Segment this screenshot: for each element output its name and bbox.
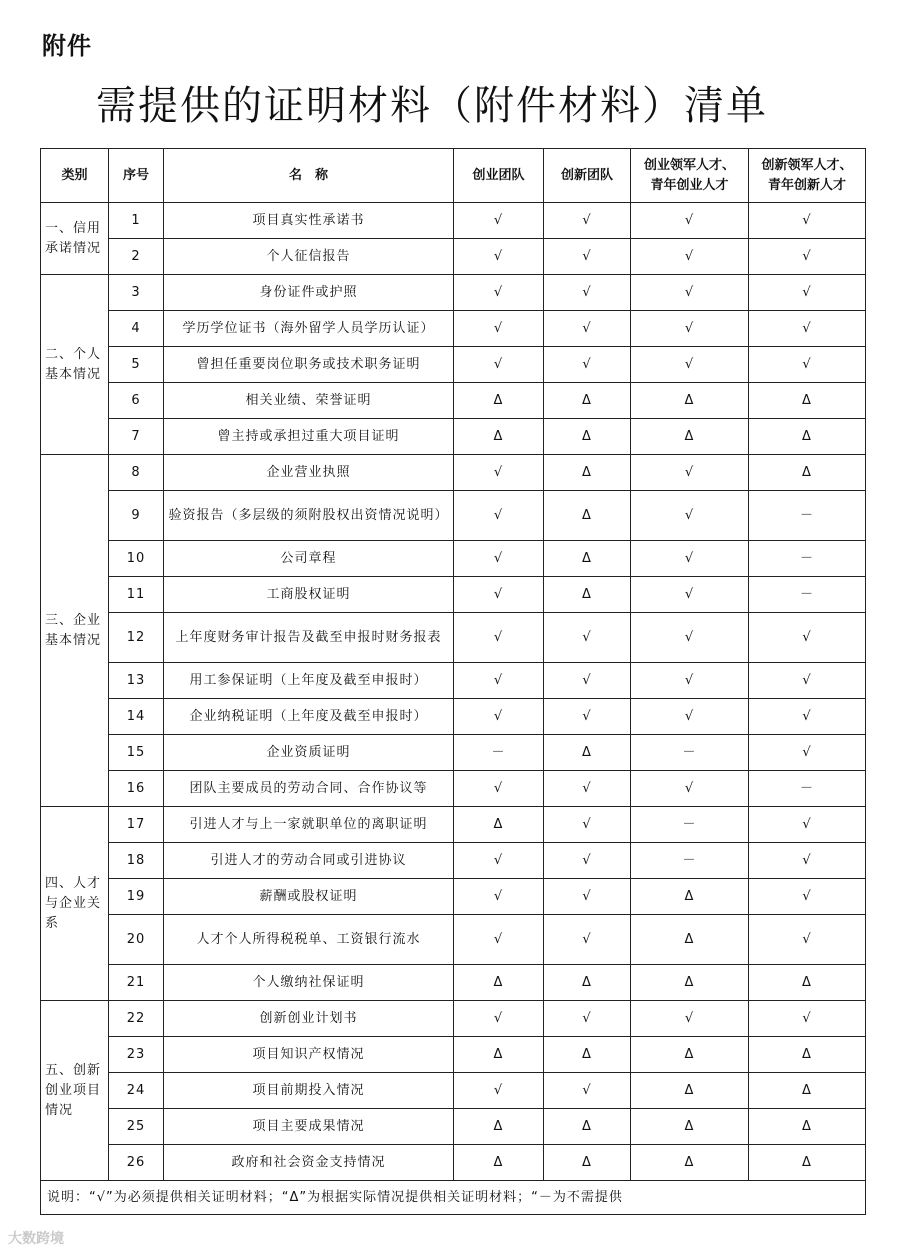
material-name-cell: 验资报告（多层级的须附股权出资情况说明） — [164, 491, 454, 541]
material-name-cell: 曾担任重要岗位职务或技术职务证明 — [164, 347, 454, 383]
material-name-cell: 工商股权证明 — [164, 577, 454, 613]
material-name-cell: 创新创业计划书 — [164, 1001, 454, 1037]
seq-cell: 18 — [109, 843, 164, 879]
material-name-cell: 引进人才与上一家就职单位的离职证明 — [164, 807, 454, 843]
table-row — [41, 383, 866, 419]
requirement-mark: Δ — [454, 1145, 544, 1181]
material-name-cell: 曾主持或承担过重大项目证明 — [164, 419, 454, 455]
requirement-mark: Δ — [749, 383, 866, 419]
requirement-mark: √ — [454, 613, 544, 663]
material-name-cell: 用工参保证明（上年度及截至申报时） — [164, 663, 454, 699]
material-name-cell: 企业纳税证明（上年度及截至申报时） — [164, 699, 454, 735]
table-row — [41, 663, 866, 699]
table-row — [41, 239, 866, 275]
requirement-mark: √ — [749, 1001, 866, 1037]
requirement-mark: Δ — [544, 541, 631, 577]
requirement-mark: Δ — [749, 419, 866, 455]
table-row — [41, 1073, 866, 1109]
seq-cell: 16 — [109, 771, 164, 807]
material-name-cell: 上年度财务审计报告及截至申报时财务报表 — [164, 613, 454, 663]
table-row — [41, 1037, 866, 1073]
requirement-mark: √ — [454, 699, 544, 735]
material-name-cell: 身份证件或护照 — [164, 275, 454, 311]
col-innovation-team: 创新团队 — [544, 149, 631, 203]
table-row — [41, 807, 866, 843]
watermark: 大数跨境 — [8, 1231, 64, 1247]
requirement-mark: √ — [749, 843, 866, 879]
requirement-mark: － — [631, 843, 749, 879]
material-name-cell: 企业资质证明 — [164, 735, 454, 771]
attachment-label: 附件 — [42, 32, 92, 60]
requirement-mark: √ — [631, 541, 749, 577]
requirement-mark: √ — [454, 577, 544, 613]
requirement-mark: √ — [544, 203, 631, 239]
requirement-mark: √ — [544, 1073, 631, 1109]
requirement-mark: Δ — [454, 1037, 544, 1073]
requirement-mark: √ — [749, 663, 866, 699]
seq-cell: 25 — [109, 1109, 164, 1145]
table-row — [41, 419, 866, 455]
requirement-mark: √ — [454, 275, 544, 311]
col-category: 类别 — [41, 149, 109, 203]
seq-cell: 23 — [109, 1037, 164, 1073]
requirement-mark: Δ — [544, 383, 631, 419]
requirement-mark: √ — [631, 1001, 749, 1037]
page-title: 需提供的证明材料（附件材料）清单 — [96, 83, 768, 129]
requirement-mark: Δ — [454, 807, 544, 843]
requirement-mark: √ — [749, 275, 866, 311]
requirement-mark: － — [749, 577, 866, 613]
table-row — [41, 843, 866, 879]
seq-cell: 12 — [109, 613, 164, 663]
materials-table — [40, 148, 866, 1215]
table-row — [41, 735, 866, 771]
category-cell: 二、个人基本情况 — [41, 275, 109, 455]
requirement-mark: Δ — [631, 1073, 749, 1109]
table-row — [41, 577, 866, 613]
seq-cell: 11 — [109, 577, 164, 613]
requirement-mark: √ — [749, 915, 866, 965]
material-name-cell: 个人缴纳社保证明 — [164, 965, 454, 1001]
header-row — [41, 149, 866, 203]
requirement-mark: √ — [631, 347, 749, 383]
table-row — [41, 1109, 866, 1145]
requirement-mark: √ — [749, 807, 866, 843]
requirement-mark: √ — [454, 239, 544, 275]
requirement-mark: √ — [544, 347, 631, 383]
material-name-cell: 个人征信报告 — [164, 239, 454, 275]
table-row — [41, 491, 866, 541]
seq-cell: 4 — [109, 311, 164, 347]
material-name-cell: 薪酬或股权证明 — [164, 879, 454, 915]
material-name-cell: 项目真实性承诺书 — [164, 203, 454, 239]
material-name-cell: 团队主要成员的劳动合同、合作协议等 — [164, 771, 454, 807]
requirement-mark: Δ — [631, 879, 749, 915]
requirement-mark: √ — [749, 879, 866, 915]
material-name-cell: 公司章程 — [164, 541, 454, 577]
material-name-cell: 项目主要成果情况 — [164, 1109, 454, 1145]
requirement-mark: － — [749, 491, 866, 541]
requirement-mark: √ — [544, 771, 631, 807]
requirement-mark: Δ — [544, 1145, 631, 1181]
requirement-mark: √ — [454, 347, 544, 383]
category-cell: 四、人才与企业关系 — [41, 807, 109, 1001]
requirement-mark: Δ — [631, 965, 749, 1001]
table-row — [41, 455, 866, 491]
requirement-mark: √ — [454, 879, 544, 915]
table-row — [41, 613, 866, 663]
material-name-cell: 人才个人所得税税单、工资银行流水 — [164, 915, 454, 965]
requirement-mark: － — [631, 735, 749, 771]
requirement-mark: Δ — [749, 1145, 866, 1181]
table-row — [41, 1001, 866, 1037]
requirement-mark: √ — [631, 491, 749, 541]
requirement-mark: － — [631, 807, 749, 843]
requirement-mark: √ — [454, 843, 544, 879]
category-cell: 五、创新创业项目情况 — [41, 1001, 109, 1181]
requirement-mark: √ — [631, 663, 749, 699]
requirement-mark: √ — [544, 879, 631, 915]
requirement-mark: √ — [749, 203, 866, 239]
seq-cell: 2 — [109, 239, 164, 275]
requirement-mark: √ — [454, 491, 544, 541]
seq-cell: 5 — [109, 347, 164, 383]
requirement-mark: √ — [454, 455, 544, 491]
requirement-mark: Δ — [749, 455, 866, 491]
table-row — [41, 311, 866, 347]
requirement-mark: √ — [454, 541, 544, 577]
requirement-mark: Δ — [544, 1037, 631, 1073]
col-startup-talent: 创业领军人才、 青年创业人才 — [631, 149, 749, 203]
requirement-mark: √ — [544, 275, 631, 311]
requirement-mark: √ — [631, 771, 749, 807]
requirement-mark: － — [749, 771, 866, 807]
requirement-mark: √ — [454, 663, 544, 699]
requirement-mark: √ — [631, 455, 749, 491]
seq-cell: 3 — [109, 275, 164, 311]
requirement-mark: － — [454, 735, 544, 771]
requirement-mark: √ — [544, 699, 631, 735]
table-row — [41, 275, 866, 311]
requirement-mark: √ — [454, 1073, 544, 1109]
col-innovation-talent: 创新领军人才、 青年创新人才 — [749, 149, 866, 203]
category-cell: 三、企业基本情况 — [41, 455, 109, 807]
requirement-mark: √ — [749, 311, 866, 347]
requirement-mark: √ — [454, 311, 544, 347]
material-name-cell: 项目知识产权情况 — [164, 1037, 454, 1073]
requirement-mark: Δ — [749, 1037, 866, 1073]
material-name-cell: 学历学位证书（海外留学人员学历认证） — [164, 311, 454, 347]
table-row — [41, 965, 866, 1001]
requirement-mark: Δ — [544, 455, 631, 491]
table-row — [41, 541, 866, 577]
table-row — [41, 771, 866, 807]
material-name-cell: 引进人才的劳动合同或引进协议 — [164, 843, 454, 879]
col-name: 名 称 — [164, 149, 454, 203]
seq-cell: 9 — [109, 491, 164, 541]
table-row — [41, 699, 866, 735]
seq-cell: 1 — [109, 203, 164, 239]
requirement-mark: Δ — [454, 965, 544, 1001]
requirement-mark: Δ — [749, 1073, 866, 1109]
requirement-mark: Δ — [631, 383, 749, 419]
table-row — [41, 1145, 866, 1181]
requirement-mark: Δ — [544, 491, 631, 541]
requirement-mark: √ — [749, 239, 866, 275]
col-seq: 序号 — [109, 149, 164, 203]
seq-cell: 6 — [109, 383, 164, 419]
requirement-mark: √ — [454, 1001, 544, 1037]
requirement-mark: Δ — [749, 1109, 866, 1145]
material-name-cell: 政府和社会资金支持情况 — [164, 1145, 454, 1181]
seq-cell: 13 — [109, 663, 164, 699]
requirement-mark: √ — [544, 613, 631, 663]
requirement-mark: Δ — [454, 383, 544, 419]
requirement-mark: √ — [454, 915, 544, 965]
table-row — [41, 203, 866, 239]
seq-cell: 14 — [109, 699, 164, 735]
requirement-mark: √ — [631, 699, 749, 735]
requirement-mark: Δ — [631, 915, 749, 965]
requirement-mark: √ — [454, 771, 544, 807]
legend-note: 说明：“√”为必须提供相关证明材料；“Δ”为根据实际情况提供相关证明材料；“－为不需提供 — [41, 1181, 866, 1215]
requirement-mark: √ — [631, 203, 749, 239]
requirement-mark: √ — [749, 699, 866, 735]
seq-cell: 26 — [109, 1145, 164, 1181]
requirement-mark: √ — [454, 203, 544, 239]
material-name-cell: 项目前期投入情况 — [164, 1073, 454, 1109]
requirement-mark: √ — [544, 807, 631, 843]
table-row — [41, 879, 866, 915]
seq-cell: 19 — [109, 879, 164, 915]
col-startup-team: 创业团队 — [454, 149, 544, 203]
seq-cell: 22 — [109, 1001, 164, 1037]
category-cell: 一、信用承诺情况 — [41, 203, 109, 275]
requirement-mark: √ — [544, 843, 631, 879]
material-name-cell: 企业营业执照 — [164, 455, 454, 491]
requirement-mark: Δ — [749, 965, 866, 1001]
requirement-mark: √ — [544, 915, 631, 965]
requirement-mark: √ — [544, 239, 631, 275]
requirement-mark: Δ — [631, 1109, 749, 1145]
requirement-mark: √ — [544, 1001, 631, 1037]
requirement-mark: √ — [631, 577, 749, 613]
requirement-mark: Δ — [454, 419, 544, 455]
requirement-mark: √ — [749, 613, 866, 663]
requirement-mark: Δ — [544, 419, 631, 455]
seq-cell: 15 — [109, 735, 164, 771]
table-row — [41, 347, 866, 383]
requirement-mark: Δ — [544, 735, 631, 771]
seq-cell: 21 — [109, 965, 164, 1001]
seq-cell: 10 — [109, 541, 164, 577]
requirement-mark: √ — [544, 663, 631, 699]
requirement-mark: √ — [631, 311, 749, 347]
seq-cell: 7 — [109, 419, 164, 455]
requirement-mark: √ — [631, 239, 749, 275]
requirement-mark: Δ — [544, 577, 631, 613]
material-name-cell: 相关业绩、荣誉证明 — [164, 383, 454, 419]
requirement-mark: Δ — [631, 1037, 749, 1073]
requirement-mark: － — [749, 541, 866, 577]
seq-cell: 20 — [109, 915, 164, 965]
table-row — [41, 915, 866, 965]
requirement-mark: √ — [749, 735, 866, 771]
requirement-mark: √ — [749, 347, 866, 383]
seq-cell: 17 — [109, 807, 164, 843]
seq-cell: 24 — [109, 1073, 164, 1109]
seq-cell: 8 — [109, 455, 164, 491]
requirement-mark: Δ — [544, 965, 631, 1001]
requirement-mark: √ — [631, 275, 749, 311]
requirement-mark: √ — [631, 613, 749, 663]
requirement-mark: √ — [544, 311, 631, 347]
requirement-mark: Δ — [454, 1109, 544, 1145]
requirement-mark: Δ — [631, 1145, 749, 1181]
requirement-mark: Δ — [544, 1109, 631, 1145]
requirement-mark: Δ — [631, 419, 749, 455]
